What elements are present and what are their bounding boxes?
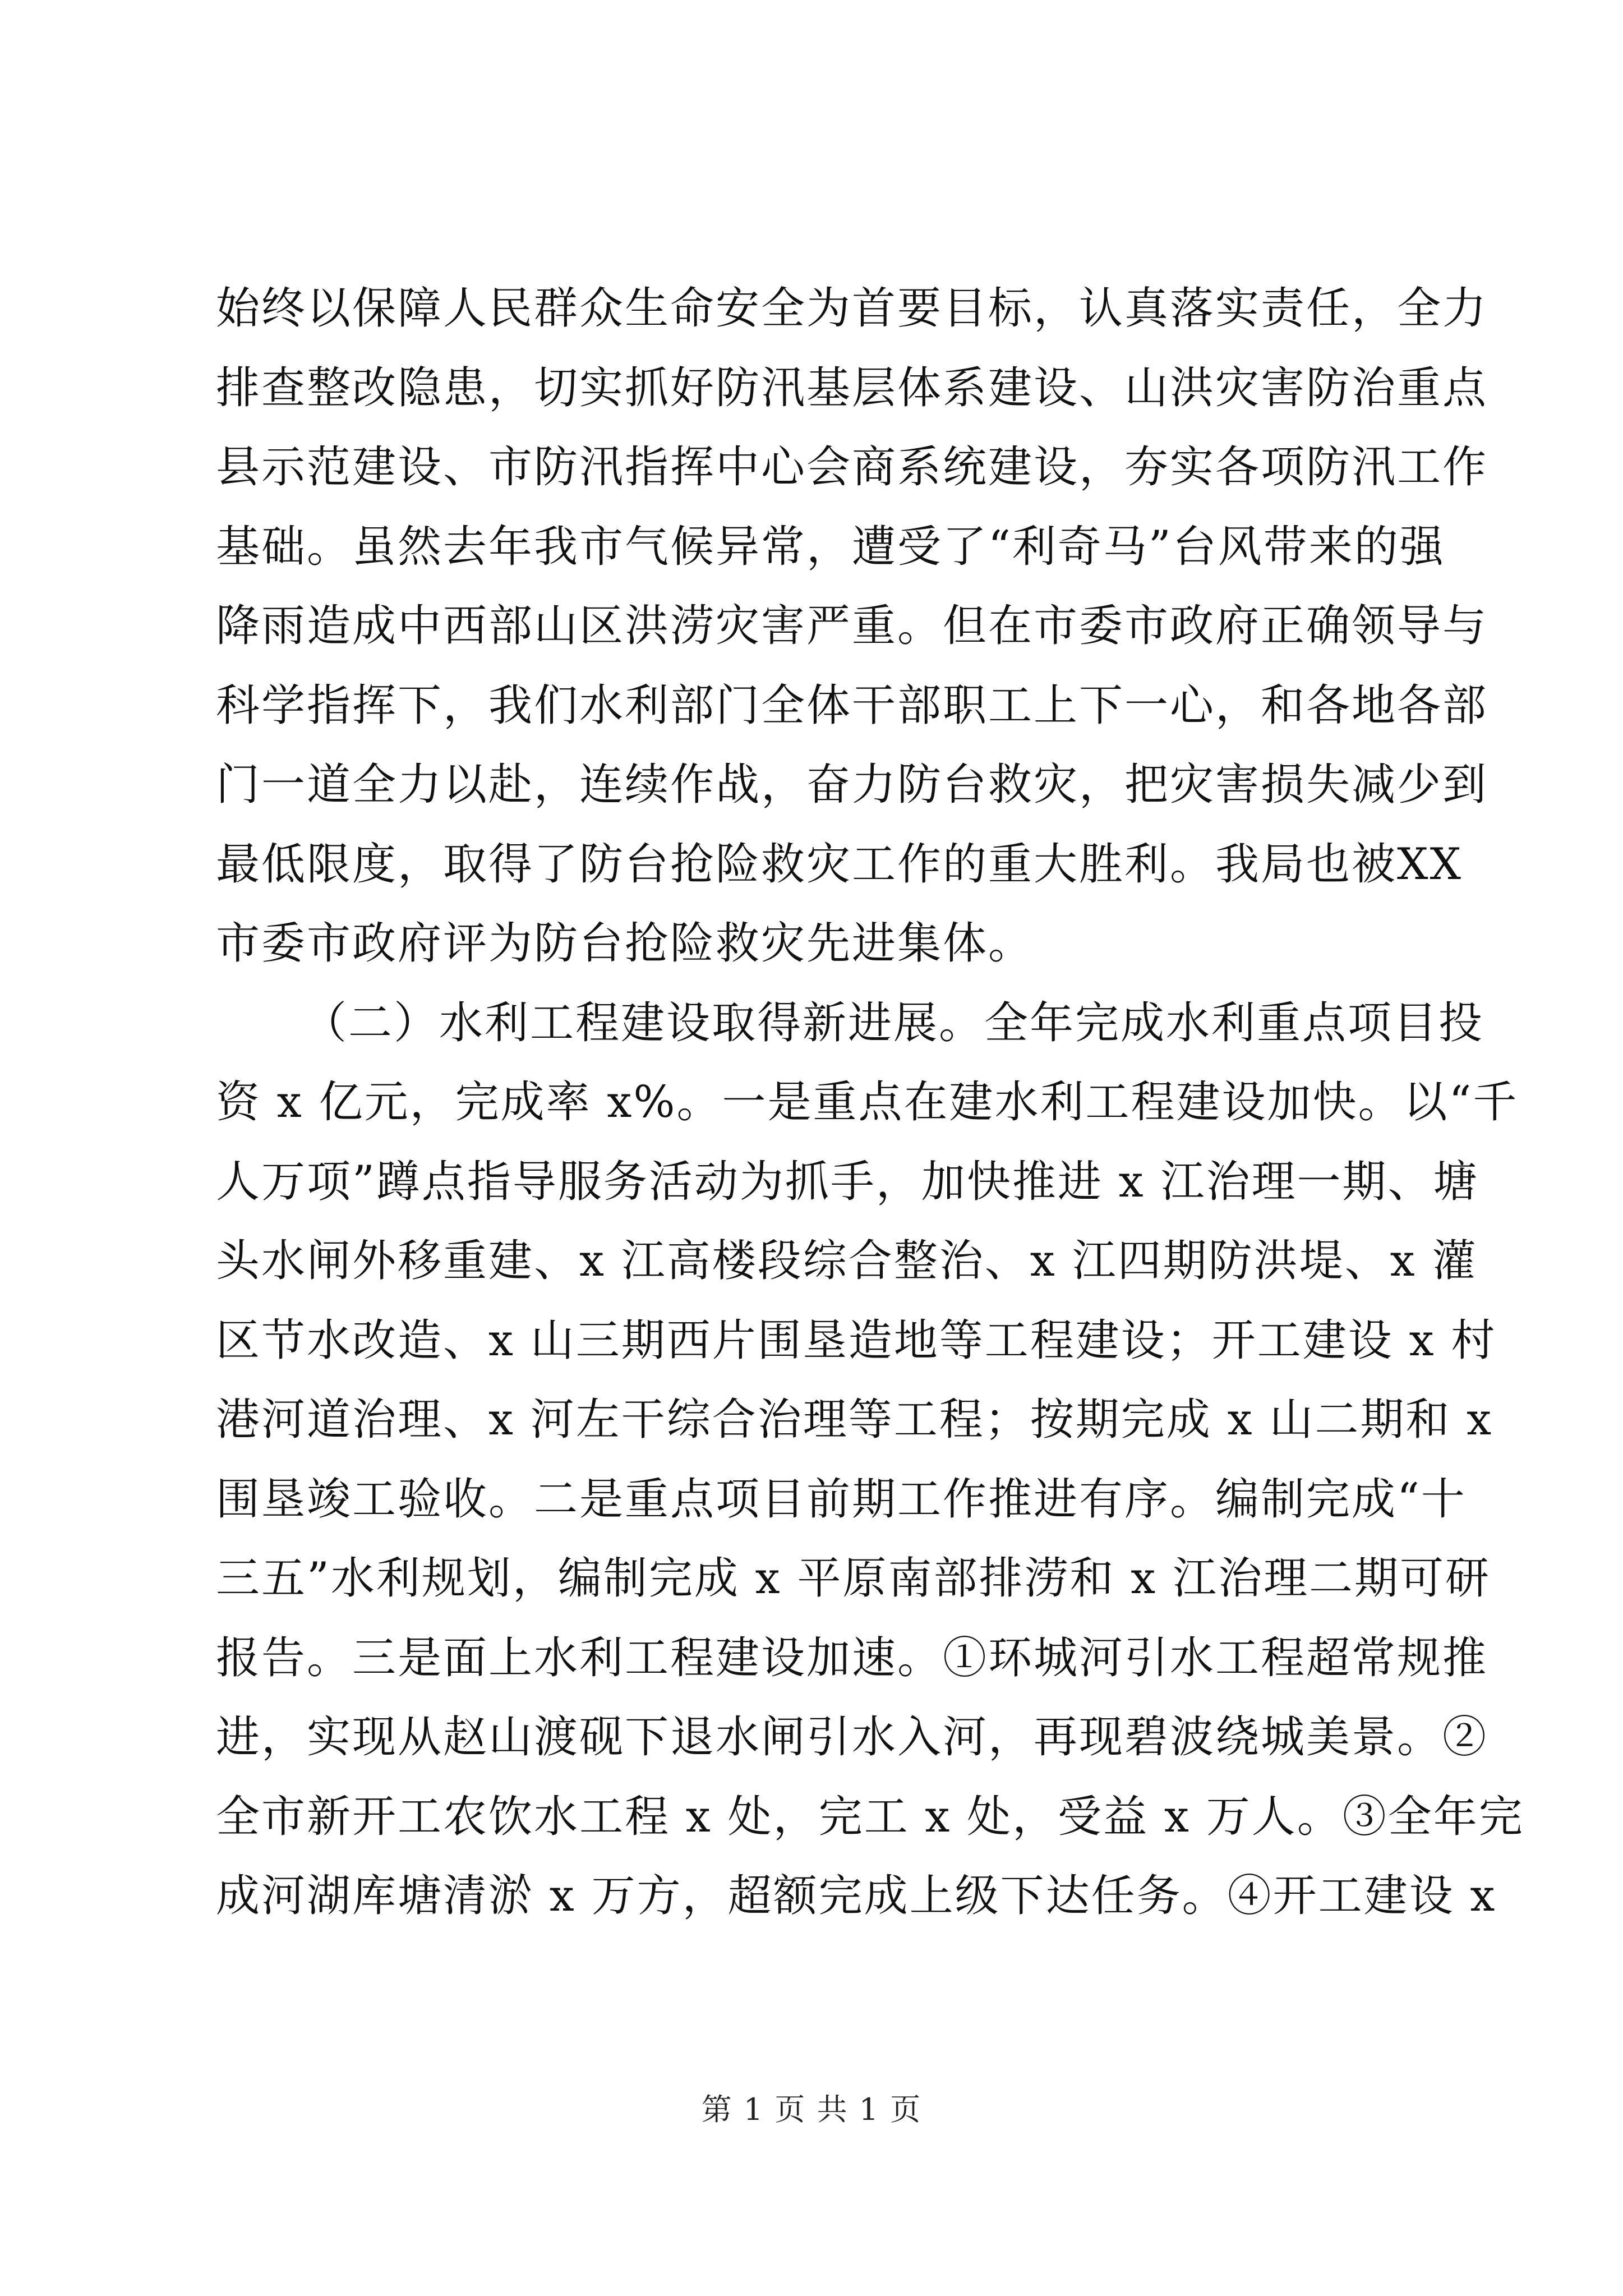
- section-heading-line: （二）水利工程建设取得新进展。全年完成水利重点项目投: [303, 997, 1484, 1048]
- text-line: 成河湖库塘清淤 x 万方，超额完成上级下达任务。④开工建设 x: [216, 1871, 1497, 1921]
- text-line: 始终以保障人民群众生命安全为首要目标，认真落实责任，全力: [216, 283, 1488, 334]
- text-line: 科学指挥下，我们水利部门全体干部职工上下一心，和各地各部: [216, 680, 1488, 731]
- body-text: [216, 269, 1524, 1936]
- text-line: 资 x 亿元，完成率 x%。一是重点在建水利工程建设加快。以“千: [216, 1077, 1519, 1128]
- text-line: 门一道全力以赴，连续作战，奋力防台救灾，把灾害损失减少到: [216, 760, 1488, 810]
- text-line: 人万项”蹲点指导服务活动为抓手，加快推进 x 江治理一期、塘: [216, 1156, 1479, 1207]
- text-line: 基础。虽然去年我市气候异常，遭受了“利奇马”台风带来的强: [216, 521, 1445, 572]
- text-line: 全市新开工农饮水工程 x 处，完工 x 处，受益 x 万人。③全年完: [216, 1791, 1524, 1842]
- text-line: 围垦竣工验收。二是重点项目前期工作推进有序。编制完成“十: [216, 1474, 1467, 1525]
- text-line: 区节水改造、x 山三期西片围垦造地等工程建设；开工建设 x 村: [216, 1315, 1497, 1366]
- text-line: 头水闸外移重建、x 江高楼段综合整治、x 江四期防洪堤、x 灌: [216, 1236, 1478, 1286]
- page-footer: 第 1 页 共 1 页: [701, 2092, 922, 2127]
- text-line: 降雨造成中西部山区洪涝灾害严重。但在市委市政府正确领导与: [216, 601, 1488, 651]
- text-line: 排查整改隐患，切实抓好防汛基层体系建设、山洪灾害防治重点: [216, 362, 1488, 413]
- text-line: 县示范建设、市防汛指挥中心会商系统建设，夯实各项防汛工作: [216, 442, 1488, 493]
- text-line: 最低限度，取得了防台抢险救灾工作的重大胜利。我局也被XX: [216, 839, 1463, 890]
- text-line: 报告。三是面上水利工程建设加速。①环城河引水工程超常规推: [216, 1632, 1488, 1683]
- text-line: 港河道治理、x 河左干综合治理等工程；按期完成 x 山二期和 x: [216, 1395, 1493, 1445]
- text-line: 三五”水利规划，编制完成 x 平原南部排涝和 x 江治理二期可研: [216, 1553, 1491, 1604]
- text-line: 市委市政府评为防台抢险救灾先进集体。: [216, 918, 1034, 969]
- text-line: 进，实现从赵山渡砚下退水闸引水入河，再现碧波绕城美景。②: [216, 1712, 1488, 1763]
